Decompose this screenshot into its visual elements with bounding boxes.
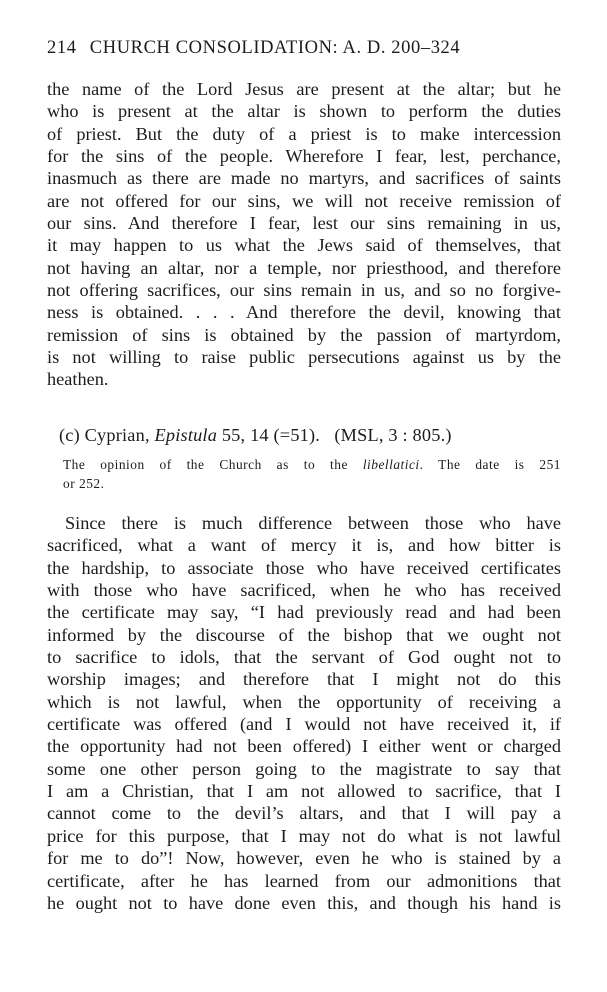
text-line: ness is obtained. . . . And therefore the devil, knowing that — [47, 302, 561, 323]
text-line: some one other person going to the magistrate to say that — [47, 758, 561, 779]
text-line: our sins. And therefore I fear, lest our sins remaining in us, — [47, 213, 561, 234]
source-msl: (MSL, 3 : 805.) — [334, 425, 452, 445]
text-line: of priest. But the duty of a priest is to make intercession — [47, 123, 561, 144]
note-line — [63, 455, 561, 474]
note-text: . The date is 251 — [419, 457, 561, 472]
text-line: remission of sins is obtained by the passion of martyrdom, — [47, 324, 561, 345]
note-term: libellatici — [362, 457, 420, 472]
text-line: the certificate may say, “I had previously read and had been — [47, 602, 561, 623]
text-line: I am a Christian, that I am not allowed to sacrifice, that I — [47, 781, 561, 802]
editorial-note — [63, 455, 561, 493]
text-line: are not offered for our sins, we will not receive remission of — [47, 190, 561, 211]
paragraph-1 — [47, 78, 561, 391]
text-line: it may happen to us what the Jews said of themselves, that — [47, 235, 561, 256]
page-number: 214 — [47, 38, 77, 58]
text-line: the opportunity had not been offered) I either went or charged — [47, 736, 561, 757]
text-line: the name of the Lord Jesus are present at the altar; but he — [47, 79, 561, 99]
text-line: with those who have sacrificed, when he who has received — [47, 580, 561, 601]
text-line: sacrificed, what a want of mercy it is, and how bitter is — [47, 535, 561, 556]
text-line: for me to do”! Now, however, even he who is stained by a — [47, 848, 561, 869]
text-line: to sacrifice to idols, that the servant of God ought not to — [47, 647, 561, 668]
source-citation — [59, 425, 561, 446]
paragraph-2 — [47, 512, 561, 914]
text-line: is not willing to raise public persecutions against us by the — [47, 347, 561, 368]
text-line: certificate, after he has learned from our admonitions that — [47, 870, 561, 891]
text-line: the hardship, to associate those who have received certificates — [47, 557, 561, 578]
text-line: which is not lawful, when the opportunity of receiving a — [47, 691, 561, 712]
text-line: who is present at the altar is shown to perform the duties — [47, 101, 561, 122]
source-label: (c) Cyprian, — [59, 425, 150, 445]
text-line: cannot come to the devil’s altars, and that I will pay a — [47, 803, 561, 824]
text-line: heathen. — [47, 369, 109, 390]
note-text: The opinion of the Church as to the — [63, 457, 348, 472]
source-work: Epistula — [154, 425, 218, 445]
text-line: not offering sacrifices, our sins remain in us, and so no forgive- — [47, 280, 561, 301]
text-line: certificate was offered (and I would not have received it, if — [47, 714, 561, 735]
text-line: worship images; and therefore that I might not do this — [47, 669, 561, 690]
text-line: he ought not to have done even this, and though his hand is — [47, 892, 561, 913]
running-head — [47, 38, 561, 59]
source-reference: 55, 14 (=51). — [221, 425, 321, 445]
text-line: not having an altar, nor a temple, nor priesthood, and therefore — [47, 257, 561, 278]
note-line: or 252. — [63, 476, 105, 491]
text-line: informed by the discourse of the bishop that we ought not — [47, 624, 561, 645]
text-line: for the sins of the people. Wherefore I fear, lest, perchance, — [47, 146, 561, 167]
text-line: price for this purpose, that I may not do what is not lawful — [47, 825, 561, 846]
text-line: inasmuch as there are made no martyrs, and sacrifices of saints — [47, 168, 561, 189]
chapter-title: CHURCH CONSOLIDATION: A. D. 200–324 — [89, 38, 461, 58]
text-line: Since there is much difference between those who have — [65, 513, 561, 533]
